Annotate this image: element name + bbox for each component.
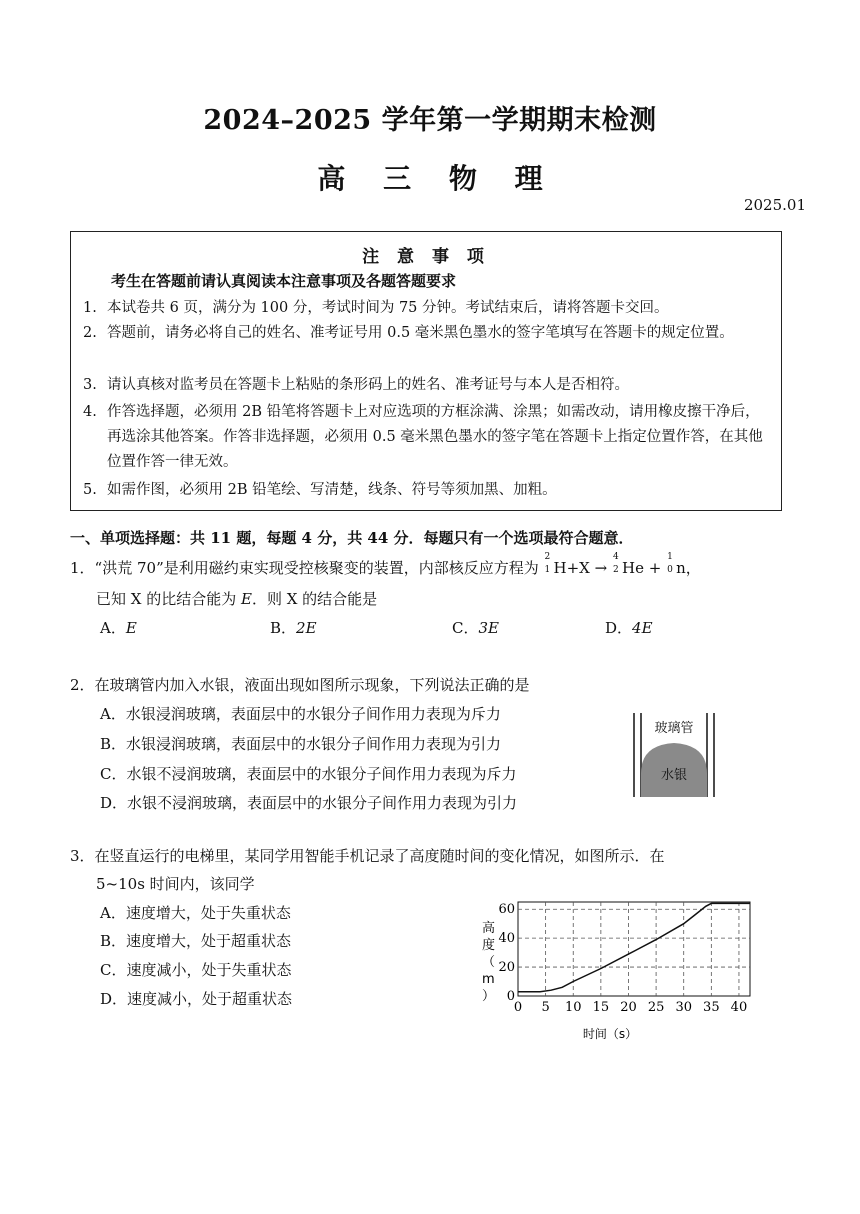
notice-item [83,296,773,321]
question-text: 在玻璃管内加入水银，液面出现如图所示现象，下列说法正确的是 [94,676,530,694]
helium-symbol: 4 2 He + [613,552,662,577]
question-number: 1． [70,559,95,577]
option-b[interactable]: B．2E [270,619,317,637]
neutron-symbol: 1 0 n， [667,552,701,577]
question-number: 2． [70,676,95,694]
question-2 [70,673,530,697]
tube-label: 玻璃管 [654,721,694,736]
subject-title: 高 三 物 理 [317,162,557,195]
x-tick-label: 30 [675,1000,692,1015]
question-1 [70,552,790,580]
reaction-arrow: → [594,559,608,577]
x-tick-label: 10 [564,1000,582,1015]
option-c[interactable]: C．3E [452,619,499,637]
exam-date: 2025.01 [743,196,806,214]
option-c[interactable]: C．速度减小，处于失重状态 [100,961,292,979]
x-axis-label: 时间（s） [582,1027,638,1041]
notice-item-text: 答题前，请务必将自己的姓名、准考证号用 0.5 毫米黑色墨水的签字笔填写在答题卡的规定位置。 [107,325,734,341]
notice-item-number: 5. [83,482,97,498]
notice-subtitle: 考生在答题前请认真阅读本注意事项及各题答题要求 [111,272,457,290]
x-tick-label: 25 [647,1000,665,1015]
height-time-chart [470,892,770,1042]
y-tick-label: 60 [498,902,515,918]
option-c[interactable]: C．水银不浸润玻璃，表面层中的水银分子间作用力表现为斥力 [100,765,517,783]
notice-item-text: 如需作图，必须用 2B 铅笔绘、写清楚，线条、符号等须加黑、加粗。 [107,482,557,498]
mercury-label: 水银 [660,768,688,783]
x-tick-label: 20 [620,1000,637,1015]
notice-item [83,400,773,475]
notice-item-number: 2. [83,325,97,341]
question-3 [70,844,665,868]
notice-item-text: 作答选择题，必须用 2B 铅笔将答题卡上对应选项的方框涂满、涂黑；如需改动，请用橡皮擦干净后，再选涂其他答案。作答非选择题，必须用 0.5 毫米黑色墨水的签字笔在答题卡上指定位置作答，在其他位置作答一律无效。 [107,404,763,470]
question-text: “洪荒 70”是利用磁约束实现受控核聚变的装置，内部核反应方程为 [94,559,539,577]
option-d[interactable]: D．水银不浸润玻璃，表面层中的水银分子间作用力表现为引力 [100,794,518,812]
y-tick-label: 20 [498,960,515,976]
notice-item-text: 本试卷共 6 页，满分为 100 分，考试时间为 75 分钟。考试结束后，请将答题卡交回。 [107,300,669,316]
notice-item-number: 1. [83,300,97,316]
x-tick-label: 5 [541,1000,550,1015]
notice-item [83,373,773,398]
option-a[interactable]: A．速度增大，处于失重状态 [100,904,291,922]
page-title: 2024–2025 学年第一学期期末检测 [203,105,657,136]
option-d[interactable]: D．4E [605,619,653,637]
x-tick-label: 0 [513,1000,523,1015]
notice-title: 注 意 事 项 [362,247,490,267]
question-1-line2: 已知 X 的比结合能为 E．则 X 的结合能是 [96,590,378,608]
y-tick-label: 40 [498,931,515,947]
option-a[interactable]: A．水银浸润玻璃，表面层中的水银分子间作用力表现为斥力 [100,705,501,723]
notice-item [83,321,773,346]
notice-box [70,231,782,511]
x-tick-label: 15 [592,1000,610,1015]
option-b[interactable]: B．水银浸润玻璃，表面层中的水银分子间作用力表现为引力 [100,735,502,753]
option-b[interactable]: B．速度增大，处于超重状态 [100,932,292,950]
plot-frame [518,902,750,996]
deuterium-symbol: 2 1 H+X [544,552,590,577]
section-heading: 一、单项选择题：共 11 题，每题 4 分，共 44 分．每题只有一个选项最符合题意． [70,529,634,547]
chart-grid [518,902,750,996]
y-tick-label: 0 [506,989,515,1004]
notice-item-number: 3. [83,377,97,393]
x-tick-label: 35 [703,1000,720,1015]
chart-ticks [498,902,747,1015]
option-d[interactable]: D．速度减小，处于超重状态 [100,990,293,1008]
height-curve [518,903,750,991]
glass-tube-figure [632,713,716,797]
x-tick-label: 40 [730,1000,748,1015]
notice-item-text: 请认真核对监考员在答题卡上粘贴的条形码上的姓名、准考证号与本人是否相符。 [107,377,629,393]
notice-item [83,478,773,503]
question-number: 3． [70,847,95,865]
question-text: 在竖直运行的电梯里，某同学用智能手机记录了高度随时间的变化情况，如图所示．在 [94,847,665,865]
y-axis-label: 高度（ m ） [482,921,496,1004]
question-3-line2: 5~10s 时间内，该同学 [96,875,255,893]
option-a[interactable]: A．E [100,619,137,637]
notice-item-number: 4. [83,404,97,420]
